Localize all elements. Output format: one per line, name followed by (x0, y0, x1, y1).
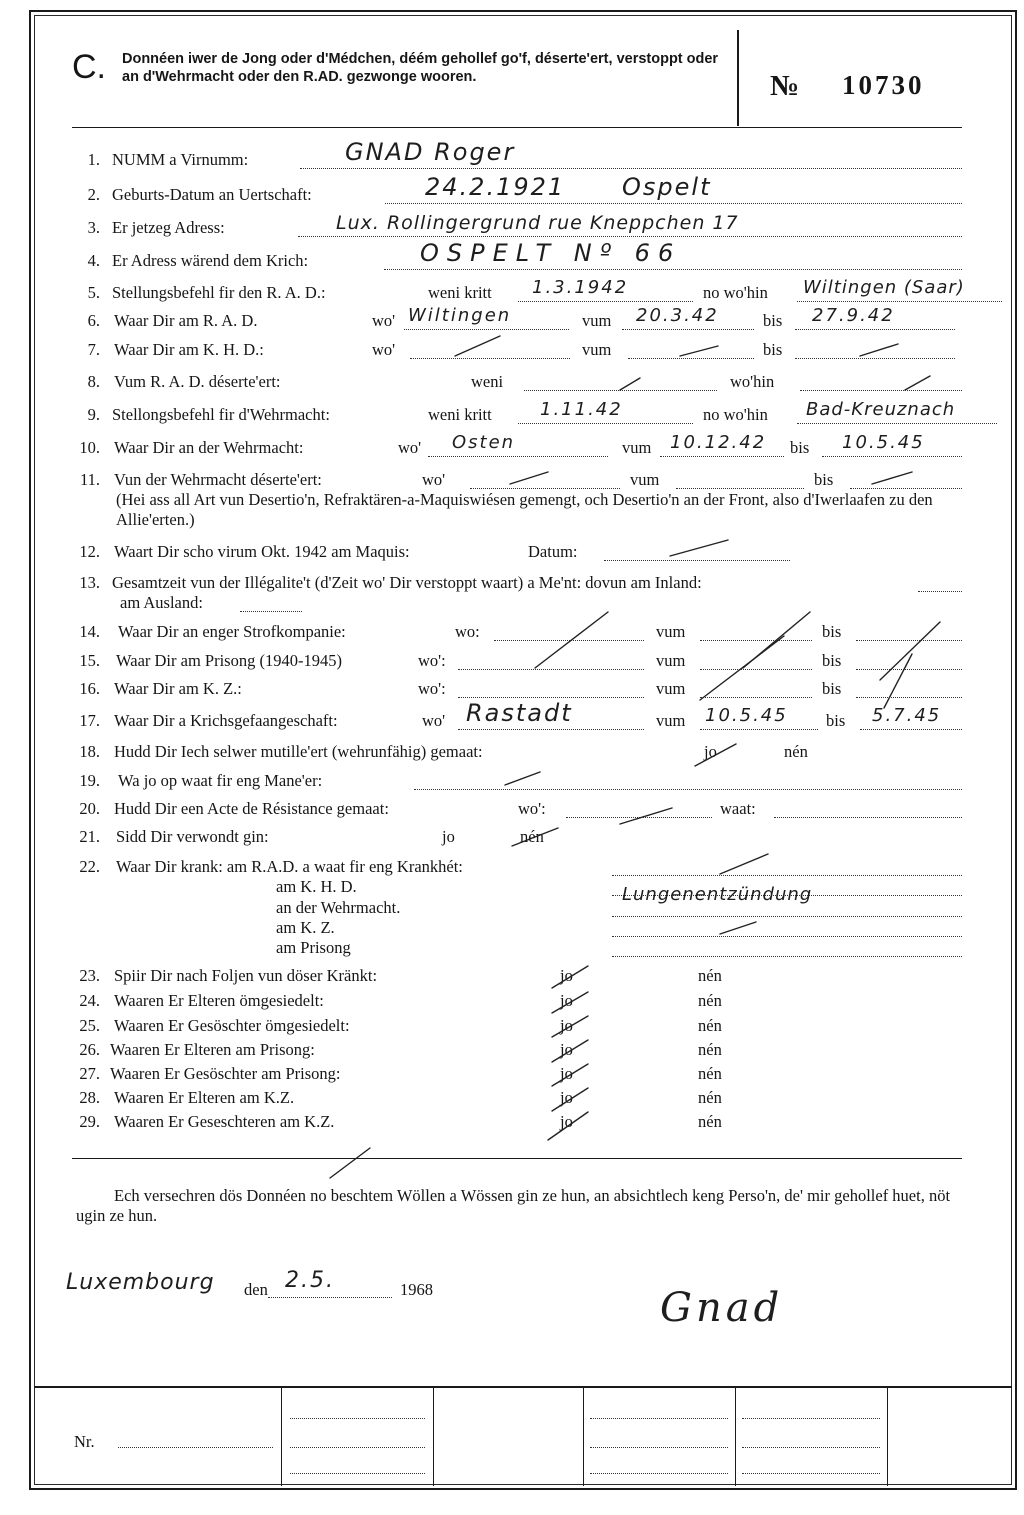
question-13: 13. Gesamtzeit vun der Illégalite't (d'Zeit wo' Dir verstoppt waart) a Me'nt: dovun am Inland: (0, 573, 1024, 597)
question-4: 4. Er Adress wärend dem Krich: OSPELT Nº 66 (0, 251, 1024, 275)
question-8: 8. Vum R. A. D. déserte'ert: weni wo'hin (0, 372, 1024, 396)
question-19: 19. Wa jo op waat fir eng Mane'er: (0, 771, 1024, 795)
question-11: 11. Vun der Wehrmacht déserte'ert: wo' vum bis (0, 470, 1024, 494)
header-divider (737, 30, 739, 126)
question-25: 25. Waaren Er Gesöschter ömgesiedelt: jo nén (79, 1016, 722, 1035)
question-17: 17. Waar Dir a Krichsgefaangeschaft: wo' Rastadt vum 10.5.45 bis 5.7.45 (0, 711, 1024, 735)
question-21: 21. Sidd Dir verwondt gin: jo nén (79, 827, 544, 846)
question-22-kz: am K. Z. (0, 918, 1024, 942)
handwritten-address: Lux. Rollingergrund rue Kneppchen 17 (336, 212, 739, 234)
question-15: 15. Waar Dir am Prisong (1940-1945) wo': vum bis (0, 651, 1024, 675)
question-12: 12. Waart Dir scho virum Okt. 1942 am Maquis: Datum: (0, 542, 1024, 566)
section-letter: C. (72, 48, 106, 86)
year-label: 1968 (400, 1280, 433, 1299)
question-13-abroad: am Ausland: (0, 593, 1024, 617)
question-6: 6. Waar Dir am R. A. D. wo' Wiltingen vum 20.3.42 bis 27.9.42 (0, 311, 1024, 335)
signature: Gnad (660, 1285, 784, 1331)
question-9: 9. Stellongsbefehl fir d'Wehrmacht: weni kritt 1.11.42 no wo'hin Bad-Kreuznach (0, 405, 1024, 429)
question-7: 7. Waar Dir am K. H. D.: wo' vum bis (0, 340, 1024, 364)
question-28: 28. Waaren Er Elteren am K.Z. jo nén (79, 1088, 722, 1107)
number-label: № (770, 70, 800, 102)
question-29: 29. Waaren Er Geseschteren am K.Z. jo nén (79, 1112, 722, 1131)
question-24: 24. Waaren Er Elteren ömgesiedelt: jo nén (79, 991, 722, 1010)
question-18: 18. Hudd Dir Iech selwer mutille'ert (wehrunfähig) gemaat: jo nén (79, 742, 808, 761)
question-23: 23. Spiir Dir nach Foljen vun döser Kränkt: jo nén (79, 966, 722, 985)
den-label: den (244, 1280, 268, 1299)
question-10: 10. Waar Dir an der Wehrmacht: wo' Osten vum 10.12.42 bis 10.5.45 (0, 438, 1024, 462)
handwritten-war-address: OSPELT Nº 66 (420, 239, 682, 267)
question-1: 1. NUMM a Virnumm: GNAD Roger (0, 150, 1024, 174)
question-20: 20. Hudd Dir een Acte de Résistance gemaat: wo': waat: (0, 799, 1024, 823)
question-26: 26. Waaren Er Elteren am Prisong: jo nén (79, 1040, 722, 1059)
question-22-wehrmacht: an der Wehrmacht. Lungenentzündung (0, 898, 1024, 922)
handwritten-name: GNAD Roger (345, 138, 516, 166)
question-14: 14. Waar Dir an enger Strofkompanie: wo: vum bis (0, 622, 1024, 646)
form-number: 10730 (842, 70, 925, 100)
table-top-rule (34, 1386, 1012, 1388)
question-11-note: (Hei ass all Art vun Desertio'n, Refraktären-a-Maquiswiésen gemengt, och Desertio'n an der Front, also d'Iwerlaafen zu den Allie'erten.) (116, 490, 933, 529)
question-22: 22. Waar Dir krank: am R.A.D. a waat fir eng Krankhét: (0, 857, 1024, 881)
handwritten-illness: Lungenentzündung (622, 884, 813, 905)
nr-label: Nr. (74, 1432, 95, 1451)
question-2: 2. Geburts-Datum an Uertschaft: 24.2.1921 Ospelt (0, 185, 1024, 209)
question-3: 3. Er jetzeg Adress: Lux. Rollingergrund rue Kneppchen 17 (0, 218, 1024, 242)
declaration-rule (72, 1158, 962, 1159)
form-heading: Donnéen iwer de Jong oder d'Médchen, déém gehollef go'f, déserte'ert, verstoppt oder an d'Wehrmacht oder den R.AD. gezwonge wooren. (122, 51, 719, 85)
question-5: 5. Stellungsbefehl fir den R. A. D.: weni kritt 1.3.1942 no wo'hin Wiltingen (Saar) (0, 283, 1024, 307)
question-27: 27. Waaren Er Gesöschter am Prisong: jo nén (79, 1064, 722, 1083)
handwritten-birthdate: 24.2.1921 (425, 173, 566, 201)
handwritten-place: Luxembourg (66, 1270, 215, 1295)
question-16: 16. Waar Dir am K. Z.: wo': vum bis (0, 679, 1024, 703)
question-22-khd: am K. H. D. (0, 877, 1024, 901)
declaration-text: Ech versechren dös Donnéen no beschtem Wöllen a Wössen gin ze hun, an absichtlech keng Perso'n, de' mir gehollef huet, nöt ugin ze hun. (76, 1186, 951, 1225)
handwritten-date: 2.5. (285, 1268, 335, 1293)
header-rule (72, 127, 962, 128)
handwritten-birthplace: Ospelt (622, 173, 712, 201)
question-22-prisong: am Prisong (0, 938, 1024, 962)
